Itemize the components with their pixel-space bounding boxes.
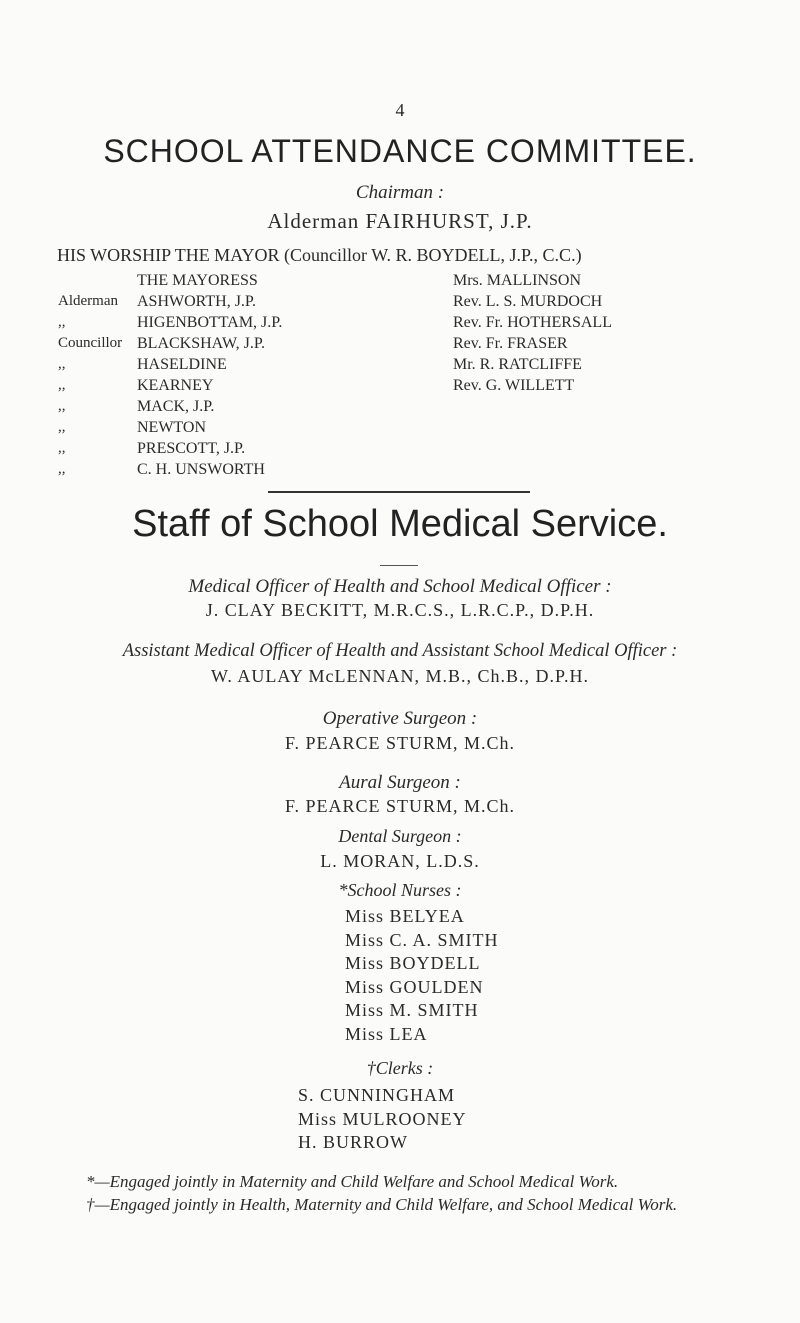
nurse-item: Miss BOYDELL xyxy=(345,953,481,974)
assistant-officer-role: Assistant Medical Officer of Health and Assistant School Medical Officer : xyxy=(122,641,678,661)
member-name: HASELDINE xyxy=(137,356,227,373)
member-row xyxy=(58,417,282,438)
member-name: BLACKSHAW, J.P. xyxy=(137,335,265,352)
committee-members-right xyxy=(453,270,612,396)
member-row xyxy=(58,396,282,417)
dental-surgeon-name: L. MORAN, L.D.S. xyxy=(320,851,480,871)
school-nurses-role: *School Nurses : xyxy=(338,880,462,900)
member-name: Mrs. MALLINSON xyxy=(453,272,581,289)
nurse-item: Miss C. A. SMITH xyxy=(345,929,499,950)
dental-surgeon-role: Dental Surgeon : xyxy=(338,826,462,846)
school-nurses-list xyxy=(345,905,499,1047)
clerk-item: S. CUNNINGHAM xyxy=(298,1085,456,1105)
nurse-item: Miss GOULDEN xyxy=(345,976,484,997)
member-name: PRESCOTT, J.P. xyxy=(137,440,246,457)
member-name: Rev. Fr. HOTHERSALL xyxy=(453,314,612,331)
title-underline xyxy=(380,565,418,566)
member-prefix: ,, xyxy=(58,461,66,477)
clerk-item: Miss MULROONEY xyxy=(298,1108,467,1129)
page-number: 4 xyxy=(395,100,405,120)
operative-surgeon-name: F. PEARCE STURM, M.Ch. xyxy=(284,733,516,753)
nurse-item: Miss BELYEA xyxy=(345,906,465,926)
member-name: KEARNEY xyxy=(137,377,214,394)
member-name: C. H. UNSWORTH xyxy=(137,461,265,478)
member-name: THE MAYORESS xyxy=(137,272,258,289)
member-name: HIGENBOTTAM, J.P. xyxy=(137,314,283,331)
medical-officer-name: J. CLAY BECKITT, M.R.C.S., L.R.C.P., D.P.H. xyxy=(205,600,595,620)
member-prefix: Councillor xyxy=(58,335,123,351)
aural-surgeon-role: Aural Surgeon : xyxy=(339,772,461,793)
chairman-label: Chairman : xyxy=(355,182,445,203)
footnote-2: †—Engaged jointly in Health, Maternity and Child Welfare, and School Medical Work. xyxy=(86,1195,678,1214)
member-prefix: ,, xyxy=(58,377,66,393)
committee-members-left xyxy=(58,270,282,480)
member-row xyxy=(58,312,282,333)
member-row xyxy=(58,438,282,459)
footnote-1: *—Engaged jointly in Maternity and Child Welfare and School Medical Work. xyxy=(86,1172,619,1191)
member-row xyxy=(58,354,282,375)
nurse-item: Miss LEA xyxy=(345,1023,428,1044)
clerks-list xyxy=(298,1084,467,1155)
member-row xyxy=(58,291,282,312)
mayor-line: HIS WORSHIP THE MAYOR (Councillor W. R. BOYDELL, J.P., C.C.) xyxy=(57,245,582,265)
member-name: Rev. G. WILLETT xyxy=(453,377,575,394)
chairman-name: Alderman FAIRHURST, J.P. xyxy=(267,209,533,233)
assistant-officer-name: W. AULAY McLENNAN, M.B., Ch.B., D.P.H. xyxy=(210,666,590,686)
member-name: Rev. Fr. FRASER xyxy=(453,335,568,352)
section-divider xyxy=(268,491,530,493)
member-name: ASHWORTH, J.P. xyxy=(137,293,257,310)
member-prefix: ,, xyxy=(58,314,66,330)
member-name: NEWTON xyxy=(137,419,207,436)
member-prefix: ,, xyxy=(58,419,66,435)
nurse-item: Miss M. SMITH xyxy=(345,1000,479,1021)
member-prefix xyxy=(58,270,137,291)
aural-surgeon-name: F. PEARCE STURM, M.Ch. xyxy=(284,796,516,816)
member-prefix: ,, xyxy=(58,356,66,372)
member-prefix: Alderman xyxy=(58,293,118,309)
clerk-item: H. BURROW xyxy=(298,1132,409,1153)
clerks-role: †Clerks : xyxy=(366,1058,434,1078)
member-name: MACK, J.P. xyxy=(137,398,215,415)
member-row xyxy=(58,459,282,480)
member-prefix: ,, xyxy=(58,440,66,456)
operative-surgeon-role: Operative Surgeon : xyxy=(322,708,478,729)
medical-officer-role: Medical Officer of Health and School Medical Officer : xyxy=(188,576,612,597)
member-row xyxy=(58,375,282,396)
member-row xyxy=(58,270,282,291)
member-name: Mr. R. RATCLIFFE xyxy=(453,356,582,373)
staff-title: Staff of School Medical Service. xyxy=(132,503,668,545)
member-prefix: ,, xyxy=(58,398,66,414)
member-row xyxy=(58,333,282,354)
member-name: Rev. L. S. MURDOCH xyxy=(453,293,603,310)
committee-title: SCHOOL ATTENDANCE COMMITTEE. xyxy=(103,133,697,169)
